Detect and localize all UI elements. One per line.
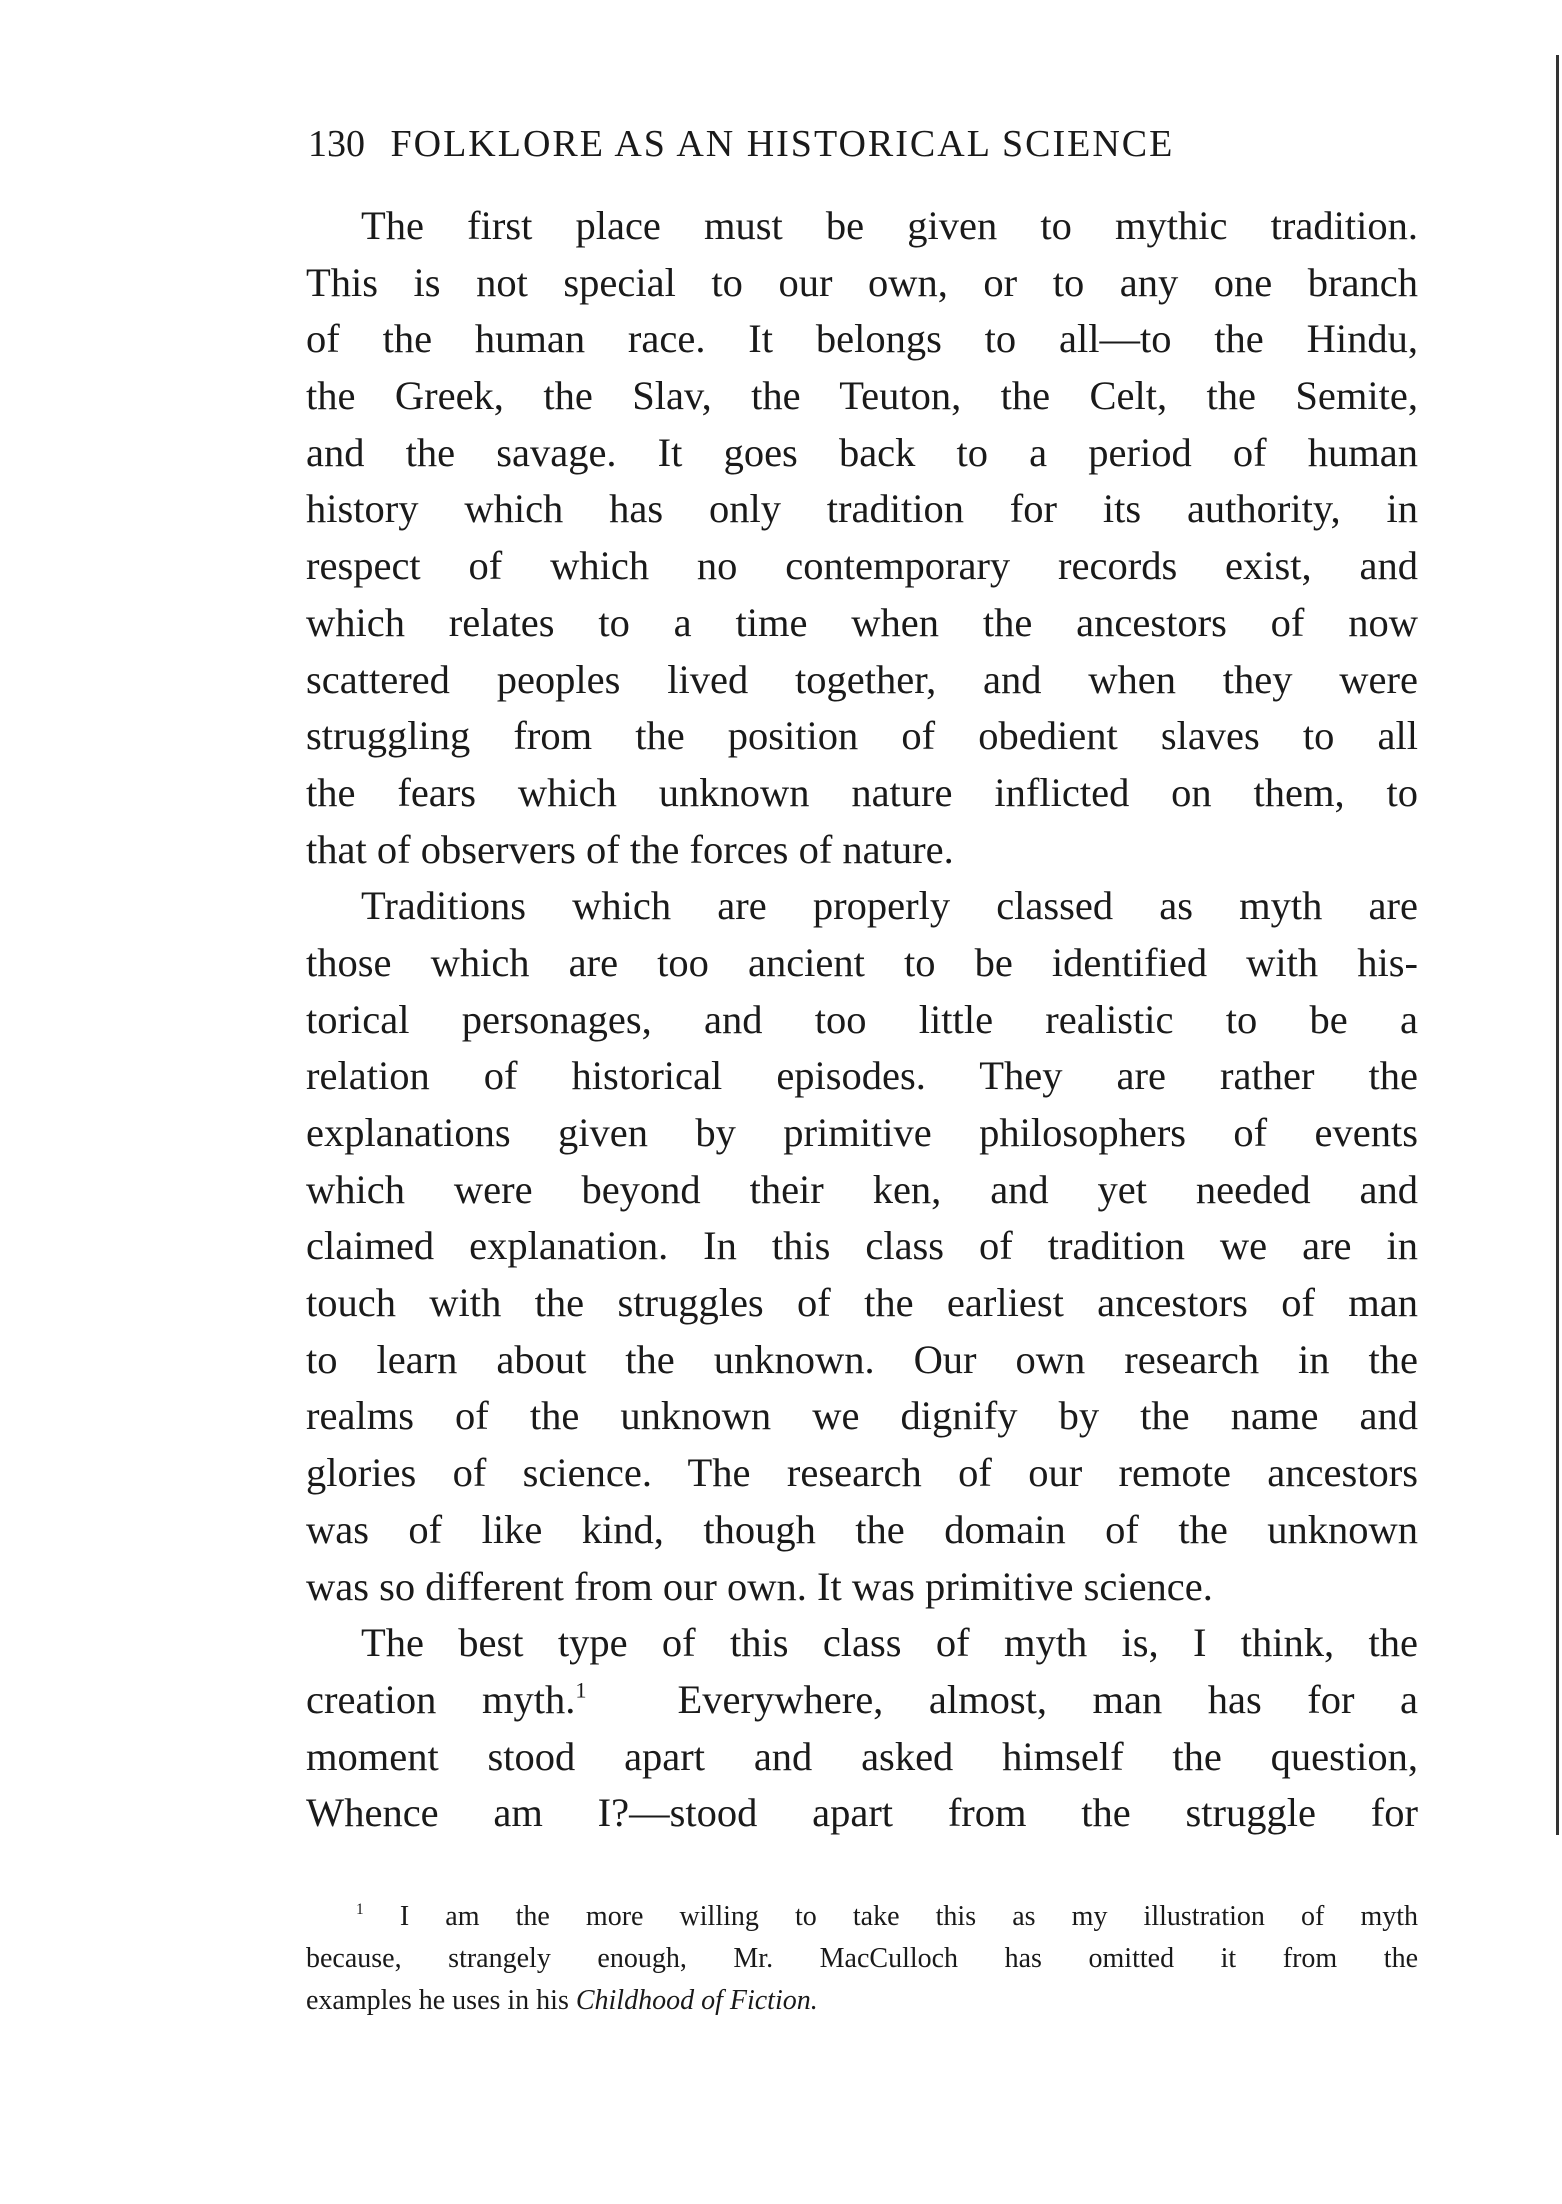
line-text: struggling from the position of obedient slaves to all <box>306 713 1418 759</box>
line-text: explanations given by primitive philosophers of events <box>306 1110 1418 1155</box>
line-text: claimed explanation. In this class of tradition we are in <box>306 1223 1418 1269</box>
footnote-text: I am the more willing to take this as my illustration of myth <box>399 1901 1418 1932</box>
line-text: moment stood apart and asked himself the question, <box>306 1733 1418 1779</box>
text-line <box>306 1785 1418 1842</box>
text-line <box>306 1672 1418 1729</box>
line-text: those which are too ancient to be identified with his- <box>306 939 1418 985</box>
line-text: the fears which unknown nature inflicted on them, to <box>306 769 1418 815</box>
text-line <box>306 255 1418 312</box>
line-text: was so different from our own. It was primitive science. <box>306 1563 1213 1609</box>
line-text: to learn about the unknown. Our own research in the <box>306 1336 1418 1382</box>
text-line <box>306 1445 1418 1502</box>
text-line <box>306 992 1418 1049</box>
text-line <box>306 1048 1418 1105</box>
line-text: relation of historical episodes. They are rather the <box>306 1053 1418 1099</box>
line-text: of the human race. It belongs to all—to the Hindu, <box>306 316 1418 362</box>
text-line <box>306 1275 1418 1332</box>
text-line <box>306 822 1418 879</box>
line-text: realms of the unknown we dignify by the name and <box>306 1393 1418 1439</box>
footnote <box>306 1896 1418 2022</box>
text-line <box>306 765 1418 822</box>
footnote-line <box>306 1896 1418 1938</box>
text-line <box>306 1162 1418 1219</box>
line-text: creation myth. <box>306 1676 576 1722</box>
text-line <box>306 481 1418 538</box>
footnote-line <box>306 1938 1418 1980</box>
line-text: which were beyond their ken, and yet needed and <box>306 1166 1418 1212</box>
running-header <box>308 122 1348 166</box>
text-line <box>306 878 1418 935</box>
text-line <box>306 935 1418 992</box>
line-text: Traditions which are properly classed as myth are <box>361 883 1418 929</box>
line-text: Everywhere, almost, man has for a <box>586 1676 1418 1722</box>
line-text: Whence am I?—stood apart from the struggle for <box>306 1790 1418 1836</box>
text-line <box>306 1502 1418 1559</box>
body-text <box>306 198 1418 1842</box>
line-text: that of observers of the forces of nature. <box>306 826 954 872</box>
line-text: which relates to a time when the ancestors of now <box>306 599 1418 645</box>
text-line <box>306 425 1418 482</box>
line-text: respect of which no contemporary records exist, and <box>306 543 1418 589</box>
text-line <box>306 368 1418 425</box>
text-line <box>306 708 1418 765</box>
line-text: scattered peoples lived together, and when they were <box>306 656 1418 702</box>
running-title: FOLKLORE AS AN HISTORICAL SCIENCE <box>390 123 1175 165</box>
footnote-text: because, strangely enough, Mr. MacCulloch has omitted it from the <box>306 1943 1418 1974</box>
text-line <box>306 652 1418 709</box>
text-line <box>306 198 1418 255</box>
text-line <box>306 1615 1418 1672</box>
line-text: and the savage. It goes back to a period of human <box>306 429 1418 475</box>
text-line <box>306 538 1418 595</box>
line-text: history which has only tradition for its authority, in <box>306 486 1418 532</box>
page-number: 130 <box>308 123 365 165</box>
line-text: the Greek, the Slav, the Teuton, the Celt, the Semite, <box>306 373 1418 419</box>
text-line <box>306 1105 1418 1162</box>
footnote-text: examples he uses in his <box>306 1985 576 2016</box>
text-line <box>306 1218 1418 1275</box>
line-text: touch with the struggles of the earliest ancestors of man <box>306 1280 1418 1326</box>
line-text: The best type of this class of myth is, I think, the <box>361 1620 1418 1666</box>
line-text: torical personages, and too little realistic to be a <box>306 996 1418 1042</box>
line-text: glories of science. The research of our remote ancestors <box>306 1450 1418 1496</box>
text-line <box>306 595 1418 652</box>
book-title: Childhood of Fiction. <box>575 1985 818 2016</box>
page-edge-rule <box>1556 55 1559 1835</box>
text-line <box>306 1332 1418 1389</box>
line-text: The first place must be given to mythic tradition. <box>361 203 1418 248</box>
text-line <box>306 311 1418 368</box>
line-text: This is not special to our own, or to any one branch <box>306 259 1418 305</box>
footnote-reference[interactable]: 1 <box>575 1677 587 1703</box>
footnote-mark: 1 <box>356 1901 364 1919</box>
footnote-line <box>306 1980 1418 2022</box>
text-line <box>306 1559 1418 1616</box>
text-line <box>306 1388 1418 1445</box>
text-line <box>306 1729 1418 1786</box>
line-text: was of like kind, though the domain of the unknown <box>306 1506 1418 1552</box>
